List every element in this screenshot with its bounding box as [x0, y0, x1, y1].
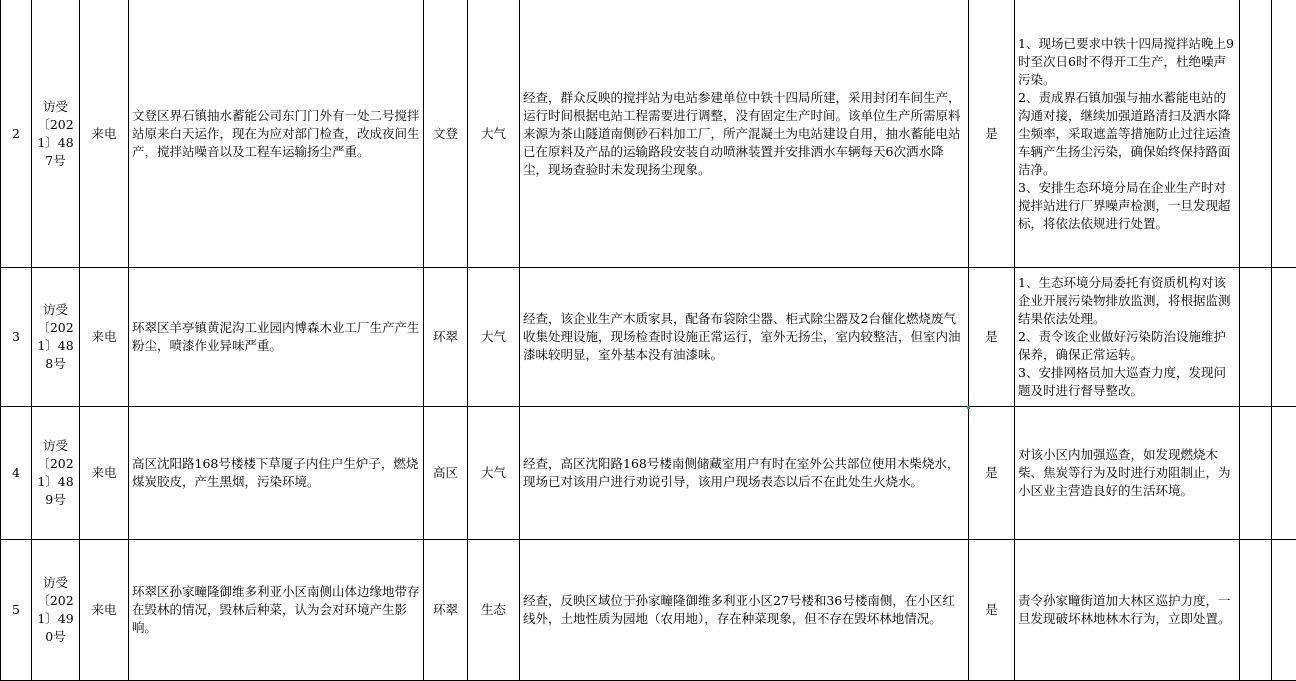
empty-cell	[1240, 0, 1272, 268]
table-row	[1, 540, 1296, 681]
investigation-finding: 经查，高区沈阳路168号楼南侧储藏室用户有时在室外公共部位使用木柴烧水，现场已对该用户进行劝说引导，该用户现场表态以后不在此处生火烧水。	[520, 407, 969, 540]
measure-item: 3、安排生态环境分局在企业生产时对搅拌站进行厂界噪声检测，一旦发现超标，将依法依规进行处置。	[1018, 179, 1236, 233]
table-row	[1, 0, 1296, 268]
empty-cell	[1240, 540, 1272, 681]
row-number: 5	[1, 540, 32, 681]
pollution-category: 生态	[468, 540, 520, 681]
empty-cell	[1272, 540, 1296, 681]
complaint-text: 高区沈阳路168号楼楼下草厦子内住户生炉子，燃烧煤炭胶皮，产生黑烟，污染环境。	[129, 407, 424, 540]
empty-cell	[1240, 407, 1272, 540]
measures-cell	[1015, 407, 1240, 540]
complaint-source: 来电	[80, 0, 129, 268]
measure-item: 2、责成界石镇加强与抽水蓄能电站的沟通对接，继续加强道路清扫及洒水降尘频率，采取遮盖等措施防止过往运渣车辆产生扬尘污染，确保始终保持路面洁净。	[1018, 89, 1236, 179]
complaint-source: 来电	[80, 407, 129, 540]
empty-cell	[1272, 268, 1296, 407]
cell-selection-marker	[967, 406, 970, 409]
investigation-finding: 经查，反映区域位于孙家疃隆御维多利亚小区27号楼和36号楼南侧，在小区红线外，土地性质为园地（农用地），存在种菜现象，但不存在毁坏林地情况。	[520, 540, 969, 681]
verified-flag: 是	[969, 407, 1015, 540]
row-number: 2	[1, 0, 32, 268]
case-reference: 访受〔2021〕487号	[32, 0, 80, 268]
pollution-category: 大气	[468, 407, 520, 540]
measure-item: 2、责令该企业做好污染防治设施维护保养，确保正常运转。	[1018, 328, 1236, 364]
district: 环翠	[424, 268, 468, 407]
row-number: 4	[1, 407, 32, 540]
row-number: 3	[1, 268, 32, 407]
table-row	[1, 407, 1296, 540]
measure-item: 1、生态环境分局委托有资质机构对该企业开展污染物排放监测，将根据监测结果依法处理。	[1018, 274, 1236, 328]
measure-item: 3、安排网格员加大巡查力度，发现问题及时进行督导整改。	[1018, 364, 1236, 400]
district: 环翠	[424, 540, 468, 681]
complaint-source: 来电	[80, 268, 129, 407]
case-reference: 访受〔2021〕490号	[32, 540, 80, 681]
district: 文登	[424, 0, 468, 268]
measures-cell	[1015, 540, 1240, 681]
pollution-category: 大气	[468, 0, 520, 268]
complaint-source: 来电	[80, 540, 129, 681]
table-row	[1, 268, 1296, 407]
empty-cell	[1240, 268, 1272, 407]
measure-item: 责令孙家疃街道加大林区巡护力度，一旦发现破坏林地林木行为，立即处置。	[1018, 592, 1236, 628]
case-reference: 访受〔2021〕488号	[32, 268, 80, 407]
measure-item: 对该小区内加强巡查，如发现燃烧木柴、焦炭等行为及时进行劝阻制止，为小区业主营造良好的生活环境。	[1018, 446, 1236, 500]
complaint-text: 文登区界石镇抽水蓄能公司东门门外有一处二号搅拌站原来白天运作，现在为应对部门检查，改成夜间生产，搅拌站噪音以及工程车运输扬尘严重。	[129, 0, 424, 268]
investigation-finding: 经查，群众反映的搅拌站为电站参建单位中铁十四局所建，采用封闭车间生产，运行时间根据电站工程需要进行调整，没有固定生产时间。该单位生产所需原料来源为茶山隧道南侧砂石料加工厂，所产混凝土为电站建设自用，抽水蓄能电站已在原料及产品的运输路段安装自动喷淋装置并安排洒水车辆每天6次洒水降尘，现场查验时未发现扬尘现象。	[520, 0, 969, 268]
pollution-category: 大气	[468, 268, 520, 407]
complaint-text: 环翠区羊亭镇黄泥沟工业园内博森木业工厂生产产生粉尘，喷漆作业异味严重。	[129, 268, 424, 407]
empty-cell	[1272, 407, 1296, 540]
measure-item: 1、现场已要求中铁十四局搅拌站晚上9时至次日6时不得开工生产，杜绝噪声污染。	[1018, 35, 1236, 89]
empty-cell	[1272, 0, 1296, 268]
measures-cell	[1015, 268, 1240, 407]
verified-flag: 是	[969, 0, 1015, 268]
measures-cell	[1015, 0, 1240, 268]
case-reference: 访受〔2021〕489号	[32, 407, 80, 540]
verified-flag: 是	[969, 268, 1015, 407]
district: 高区	[424, 407, 468, 540]
complaint-text: 环翠区孙家疃隆御维多利亚小区南侧山体边缘地带存在毁林的情况，毁林后种菜，认为会对环境产生影响。	[129, 540, 424, 681]
verified-flag: 是	[969, 540, 1015, 681]
investigation-finding: 经查，该企业生产木质家具，配备布袋除尘器、柜式除尘器及2台催化燃烧废气收集处理设施，现场检查时设施正常运行，室外无扬尘，室内较整洁，但室内油漆味较明显，室外基本没有油漆味。	[520, 268, 969, 407]
